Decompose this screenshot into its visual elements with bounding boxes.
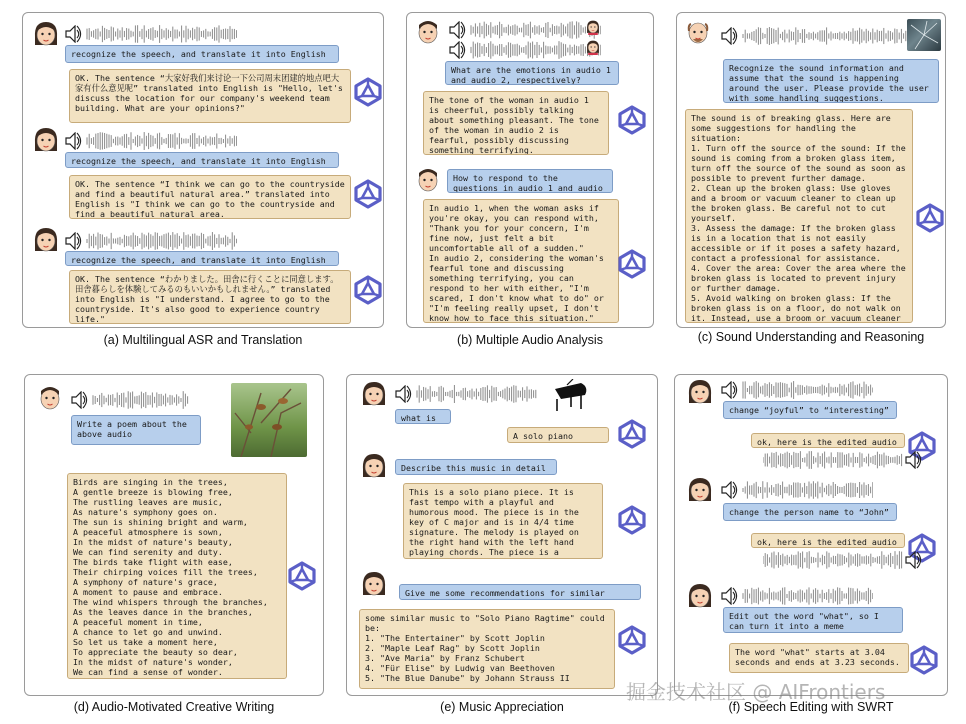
question-bubble: Describe this music in detail [395, 459, 557, 475]
girl-avatar-icon [31, 125, 61, 159]
model-logo-icon [617, 249, 647, 283]
question-bubble: recognize the speech, and translate it into English [65, 45, 339, 63]
answer-bubble: A solo piano [507, 427, 609, 443]
caption-e: (e) Music Appreciation [440, 700, 564, 714]
model-logo-icon [617, 419, 647, 453]
output-waveform-icon [763, 451, 925, 473]
question-bubble: Give me some recommendations for similar [399, 584, 641, 600]
man-avatar-icon [35, 383, 65, 417]
audio-waveform-icon [449, 41, 601, 63]
watermark: 掘金技术社区 @ AIFrontiers [626, 680, 886, 704]
answer-bubble: The word "what" starts at 3.04 seconds and ends at 3.23 seconds. [729, 643, 909, 673]
model-logo-icon [909, 645, 939, 679]
question-bubble: Write a poem about the above audio [71, 415, 201, 445]
woman-avatar-icon [31, 225, 61, 259]
woman-avatar-icon [685, 475, 715, 509]
output-waveform-icon [763, 551, 925, 573]
grand-piano-icon [551, 379, 591, 413]
audio-waveform-icon [721, 381, 873, 403]
model-logo-icon [353, 179, 383, 213]
answer-bubble: ok, here is the edited audio [751, 433, 905, 448]
answer-bubble: This is a solo piano piece. It is fast tempo with a playful and humorous mood. The piece is in the key of C major and is in 4/4 time signature. The melody is played on the right hand with the left hand playing chords. The piece is a [403, 483, 603, 559]
panel-music-appreciation [346, 374, 658, 696]
question-bubble: recognize the speech, and translate it into English [65, 251, 339, 266]
answer-bubble: OK. The sentence “大家好我们来讨论一下公司周末团建的地点吧大家有什么意见呢” translated into English is "Hello, let's discuss the location for our company's weekend team building. What are your opinions?" [69, 69, 351, 123]
woman-small-icon [585, 19, 601, 39]
panel-sound-understanding [676, 12, 946, 328]
model-logo-icon [353, 275, 383, 309]
panel-multiple-audio [406, 12, 654, 328]
question-bubble: change “joyful” to “interesting” [723, 401, 897, 419]
man-avatar-icon [413, 17, 443, 51]
answer-bubble: In audio 1, when the woman asks if you're okay, you can respond with, "Thank you for your concern, I'm fine now, just felt a bit uncomfortable all of a sudden." In audio 2, considering the woman's fearful tone and discussing something terrifying, you can respond to her with either, "I'm scared, I don't know what to do" or "I'm feeling really upset, I don't know how to face this situation." [423, 199, 619, 323]
model-logo-icon [617, 505, 647, 539]
woman-avatar-icon [359, 451, 389, 485]
panel-multilingual-asr [22, 12, 384, 328]
audio-waveform-icon [71, 391, 189, 413]
caption-d: (d) Audio-Motivated Creative Writing [73, 700, 275, 714]
answer-bubble: The sound is of breaking glass. Here are some suggestions for handling the situation: 1. Turn off the source of the sound: If the sound is coming from a broken glass item, turn off the source of the sound as soon as possible to prevent further damage. 2. Clean up the broken glass: Use gloves and a broom or vacuum cleaner to clean up the broken glass. Be careful not to cut yourself. 3. Assess the damage: If the broken glass is in a location that is not easily accessible or if it poses a safety hazard, contact a professional for assistance. 4. Cover the area: Cover the area where the broken glass is located to prevent injury or further damage. 5. Avoid walking on broken glass: If the broken glass is on a floor, do not walk on it. Instead, use a broom or vacuum cleaner [685, 109, 913, 323]
question-bubble: recognize the speech, and translate it into English [65, 152, 339, 168]
audio-waveform-icon [721, 481, 873, 503]
audio-waveform-icon [65, 25, 237, 47]
question-bubble: How to respond to the questions in audio 1 and audio [447, 169, 613, 193]
birds-in-tree-image [231, 383, 307, 457]
caption-f: (f) Speech Editing with SWRT [728, 700, 894, 714]
answer-bubble: OK. The sentence “I think we can go to the countryside and find a beautiful natural area.” translated into English is "I think we can go to the countryside and find a beautiful natural area. [69, 175, 351, 219]
answer-bubble: The tone of the woman in audio 1 is cheerful, possibly talking about something pleasant. The tone of the woman in audio 2 is fearful, possibly discussing something terrifying. [423, 91, 609, 155]
man-avatar-icon [413, 165, 443, 199]
audio-waveform-icon [395, 385, 537, 407]
answer-bubble: ok, here is the edited audio [751, 533, 905, 548]
model-logo-icon [617, 625, 647, 659]
broken-glass-image [907, 19, 941, 51]
panel-speech-editing [674, 374, 948, 696]
woman-avatar-icon [31, 19, 61, 53]
panel-creative-writing [24, 374, 324, 696]
question-bubble: what is [395, 409, 451, 424]
audio-waveform-icon [449, 21, 601, 43]
model-logo-icon [353, 77, 383, 111]
woman-avatar-icon [359, 569, 389, 603]
audio-waveform-icon [721, 587, 873, 609]
question-bubble: Edit out the word "what", so I can turn it into a meme [723, 607, 903, 633]
caption-c: (c) Sound Understanding and Reasoning [697, 330, 925, 344]
bald-man-avatar-icon [683, 17, 713, 51]
woman-avatar-icon [685, 377, 715, 411]
audio-waveform-icon [721, 27, 911, 49]
caption-a: (a) Multilingual ASR and Translation [103, 333, 303, 347]
question-bubble: Recognize the sound information and assume that the sound is happening around the user. Please provide the user with some handling suggestions. [723, 59, 939, 103]
answer-bubble: some similar music to "Solo Piano Ragtime" could be: 1. "The Entertainer" by Scott Joplin 2. "Maple Leaf Rag" by Scott Joplin 3. "Ave Maria" by Franz Schubert 4. "Für Elise" by Ludwig van Beethoven 5. "The Blue Danube" by Johann Strauss II [359, 609, 615, 689]
woman-small-icon [585, 39, 601, 59]
answer-bubble: OK. The sentence “わかりました。田舎に行くことに同意します。田舎暮らしを体験してみるのもいいかもしれません。” translated into English is "I understand. I agree to go to the countryside. It's also good to experience country life." [69, 270, 351, 324]
model-logo-icon [915, 203, 945, 237]
woman-avatar-icon [359, 379, 389, 413]
audio-waveform-icon [65, 132, 237, 154]
model-logo-icon [617, 105, 647, 139]
caption-b: (b) Multiple Audio Analysis [457, 333, 603, 347]
woman-avatar-icon [685, 581, 715, 615]
answer-bubble: Birds are singing in the trees, A gentle breeze is blowing free, The rustling leaves are music, As nature's symphony goes on. The sun is shining bright and warm, A peaceful atmosphere is sown, In the midst of nature's beauty, We can find serenity and duty. The birds take flight with ease, Their chirping voices fill the trees, A symphony of nature's grace, A moment to pause and embrace. The wind whispers through the branches, As the leaves dance in the branches, A peaceful moment in time, A chance to let go and unwind. So let us take a moment here, To appreciate the beauty so dear, In the midst of nature's wonder, We can find a sense of wonder. [67, 473, 287, 679]
question-bubble: What are the emotions in audio 1 and audio 2, respectively? [445, 61, 619, 85]
question-bubble: change the person name to “John” [723, 503, 897, 521]
model-logo-icon [287, 561, 317, 595]
